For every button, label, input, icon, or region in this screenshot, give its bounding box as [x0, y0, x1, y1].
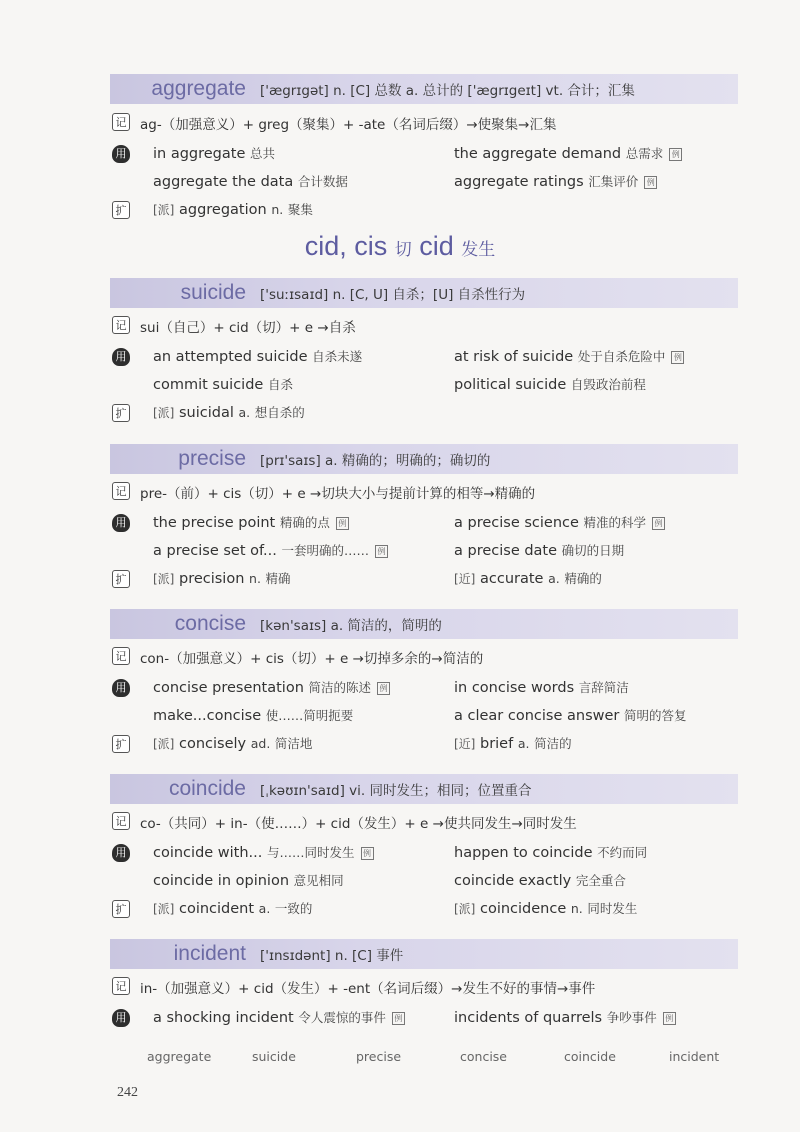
memory-icon: 记	[112, 812, 130, 830]
entry-header-coincide	[110, 774, 738, 804]
usage-icon: 用	[112, 1009, 130, 1027]
headword: concise	[174, 612, 246, 635]
usage-item: concise presentation 简洁的陈述 例	[153, 678, 390, 696]
usage-item: coincide exactly 完全重合	[454, 873, 626, 889]
usage-item: a shocking incident 令人震惊的事件 例	[153, 1008, 405, 1026]
headword: precise	[178, 447, 246, 470]
headword: aggregate	[151, 77, 246, 100]
footer-word: precise	[356, 1049, 402, 1064]
entry-header-concise	[110, 609, 738, 639]
definition: ['suːɪsaɪd] n. [C, U] 自杀；[U] 自杀性行为	[260, 287, 526, 303]
extend-item: [派] coincidence n. 同时发生	[454, 901, 638, 917]
definition: [kən'saɪs] a. 简洁的，简明的	[260, 618, 442, 634]
entry-header-incident	[110, 939, 738, 969]
extend-item: [近] accurate a. 精确的	[454, 571, 602, 587]
entry-header-aggregate	[110, 74, 738, 104]
headword: coincide	[168, 777, 246, 800]
usage-item: a precise set of... 一套明确的…… 例	[153, 541, 388, 559]
extend-icon: 扩	[112, 900, 130, 918]
extend-item: [派] suicidal a. 想自杀的	[153, 405, 305, 421]
example-icon: 例	[392, 1012, 405, 1025]
morphology: ag-（加强意义）+ greg（聚集）+ -ate（名词后缀）→使聚集→汇集	[140, 117, 557, 133]
usage-item: political suicide 自毁政治前程	[454, 377, 646, 393]
entry-header-suicide	[110, 278, 738, 308]
extend-icon: 扩	[112, 201, 130, 219]
usage-item: aggregate ratings 汇集评价 例	[454, 172, 657, 190]
extend-icon: 扩	[112, 735, 130, 753]
memory-icon: 记	[112, 482, 130, 500]
extend-item: [派] coincident a. 一致的	[153, 901, 313, 917]
definition: [prɪ'saɪs] a. 精确的；明确的；确切的	[260, 453, 491, 469]
footer-word: aggregate	[147, 1049, 212, 1064]
example-icon: 例	[663, 1012, 676, 1025]
example-icon: 例	[377, 682, 390, 695]
memory-icon: 记	[112, 977, 130, 995]
usage-item: make...concise 使……简明扼要	[153, 708, 354, 724]
entry-header-precise	[110, 444, 738, 474]
usage-item: coincide with... 与……同时发生 例	[153, 843, 374, 861]
usage-item: in aggregate 总共	[153, 146, 276, 162]
extend-icon: 扩	[112, 404, 130, 422]
usage-item: the aggregate demand 总需求 例	[454, 144, 682, 162]
usage-item: an attempted suicide 自杀未遂	[153, 349, 363, 365]
footer-word: suicide	[252, 1049, 296, 1064]
usage-item: incidents of quarrels 争吵事件 例	[454, 1008, 676, 1026]
morphology: pre-（前）+ cis（切）+ e →切块大小与提前计算的相等→精确的	[140, 486, 536, 502]
usage-item: at risk of suicide 处于自杀危险中 例	[454, 347, 684, 365]
example-icon: 例	[375, 545, 388, 558]
memory-icon: 记	[112, 113, 130, 131]
usage-item: happen to coincide 不约而同	[454, 845, 648, 861]
usage-icon: 用	[112, 679, 130, 697]
example-icon: 例	[669, 148, 682, 161]
example-icon: 例	[644, 176, 657, 189]
extend-item: [派] aggregation n. 聚集	[153, 202, 313, 218]
usage-item: a clear concise answer 简明的答复	[454, 708, 687, 724]
example-icon: 例	[336, 517, 349, 530]
section-title: cid, cis 切 cid 发生	[304, 231, 496, 261]
example-icon: 例	[652, 517, 665, 530]
page-number: 242	[117, 1085, 138, 1100]
usage-item: coincide in opinion 意见相同	[153, 873, 344, 889]
definition: [ˌkəʊɪn'saɪd] vi. 同时发生；相同；位置重合	[260, 783, 532, 799]
footer-word: concise	[460, 1049, 507, 1064]
morphology: sui（自己）+ cid（切）+ e →自杀	[140, 320, 356, 336]
footer-word: incident	[669, 1049, 720, 1064]
definition: ['ɪnsɪdənt] n. [C] 事件	[260, 948, 404, 964]
usage-item: the precise point 精确的点 例	[153, 513, 349, 531]
extend-item: [近] brief a. 简洁的	[454, 736, 572, 752]
usage-icon: 用	[112, 145, 130, 163]
footer-word: coincide	[564, 1049, 616, 1064]
usage-item: a precise science 精准的科学 例	[454, 513, 665, 531]
example-icon: 例	[361, 847, 374, 860]
usage-icon: 用	[112, 514, 130, 532]
extend-item: [派] precision n. 精确	[153, 571, 291, 587]
morphology: con-（加强意义）+ cis（切）+ e →切掉多余的→简洁的	[140, 651, 484, 667]
definition: ['ægrɪgət] n. [C] 总数 a. 总计的 ['ægrɪgeɪt] vt. 合计；汇集	[260, 83, 635, 99]
memory-icon: 记	[112, 316, 130, 334]
morphology: in-（加强意义）+ cid（发生）+ -ent（名词后缀）→发生不好的事情→事件	[140, 981, 596, 997]
usage-item: in concise words 言辞简洁	[454, 680, 629, 696]
headword: incident	[173, 942, 246, 965]
usage-icon: 用	[112, 844, 130, 862]
usage-icon: 用	[112, 348, 130, 366]
headword: suicide	[180, 281, 246, 304]
memory-icon: 记	[112, 647, 130, 665]
usage-item: a precise date 确切的日期	[454, 543, 625, 559]
usage-item: commit suicide 自杀	[153, 377, 293, 393]
usage-item: aggregate the data 合计数据	[153, 174, 348, 190]
extend-icon: 扩	[112, 570, 130, 588]
example-icon: 例	[671, 351, 684, 364]
morphology: co-（共同）+ in-（使……）+ cid（发生）+ e →使共同发生→同时发生	[140, 816, 577, 832]
extend-item: [派] concisely ad. 简洁地	[153, 736, 313, 752]
